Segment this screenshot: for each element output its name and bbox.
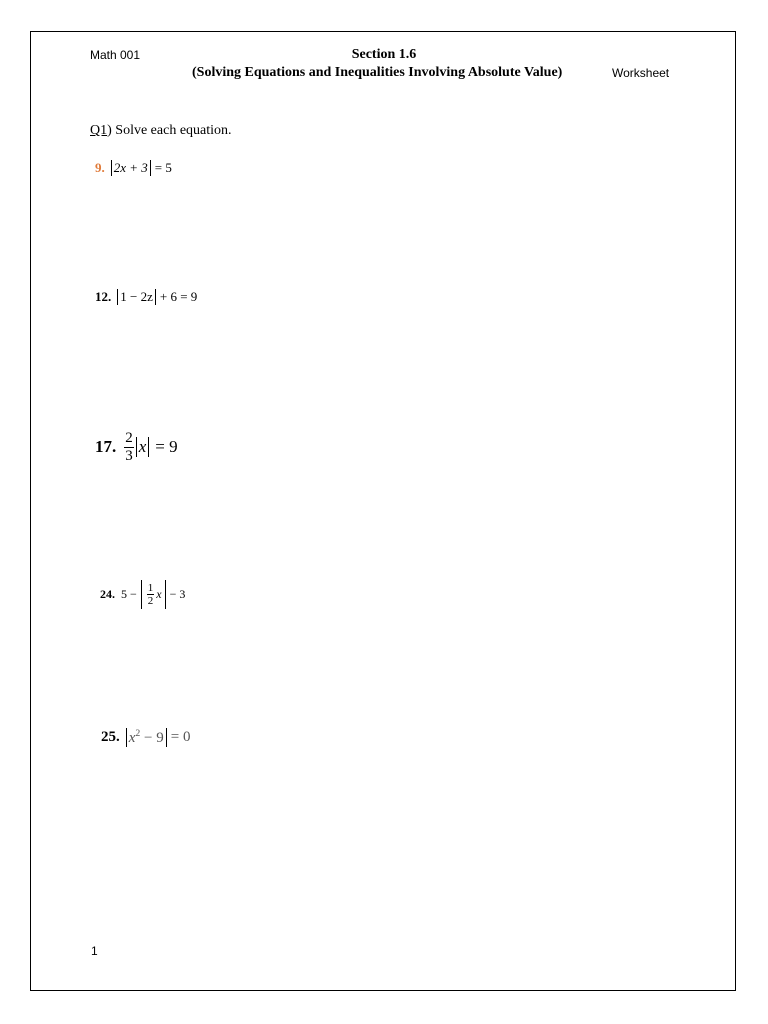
fraction-numerator: 2	[125, 430, 133, 446]
equation-rhs: = 5	[154, 160, 172, 175]
section-title: Section 1.6	[351, 47, 417, 62]
fraction-denominator: 2	[147, 595, 154, 608]
course-label: Math 001	[90, 48, 141, 62]
problem-number: 17.	[95, 437, 117, 456]
fraction-numerator: 1	[147, 582, 154, 594]
problem-25	[101, 728, 190, 747]
problem-9	[95, 160, 172, 176]
equation-rhs: − 3	[169, 587, 186, 602]
equation-rhs: = 9	[155, 437, 178, 456]
equation-prefix: 5 −	[121, 587, 137, 602]
absolute-value-expression: 2x + 3	[111, 160, 151, 176]
question-instruction: ) Solve each equation.	[107, 123, 232, 138]
problem-12	[95, 289, 197, 305]
worksheet-label: Worksheet	[612, 66, 670, 80]
question-number: Q1	[90, 123, 108, 138]
problem-24	[100, 580, 185, 609]
inner-term: − 9	[144, 730, 164, 746]
problem-number: 25.	[101, 729, 120, 745]
fraction-denominator: 3	[125, 447, 133, 464]
absolute-value-expression	[126, 728, 167, 747]
problem-number: 12.	[95, 289, 112, 304]
fraction	[124, 430, 134, 464]
page-number: 1	[91, 944, 98, 958]
problem-number: 9.	[95, 160, 105, 175]
variable: x	[156, 587, 162, 602]
absolute-value-expression: 1 − 2z	[117, 289, 156, 305]
question-heading	[90, 123, 232, 139]
absolute-value-expression: x	[136, 437, 150, 457]
section-subtitle: (Solving Equations and Inequalities Involving Absolute Value)	[192, 65, 563, 80]
equation-rhs: = 0	[170, 729, 191, 745]
equation-rhs: + 6 = 9	[159, 289, 198, 304]
problem-number: 24.	[100, 587, 115, 602]
problem-17	[95, 430, 178, 464]
variable: x	[128, 730, 136, 746]
absolute-value-expression	[141, 580, 166, 609]
exponent: 2	[135, 728, 141, 739]
fraction	[147, 582, 155, 607]
